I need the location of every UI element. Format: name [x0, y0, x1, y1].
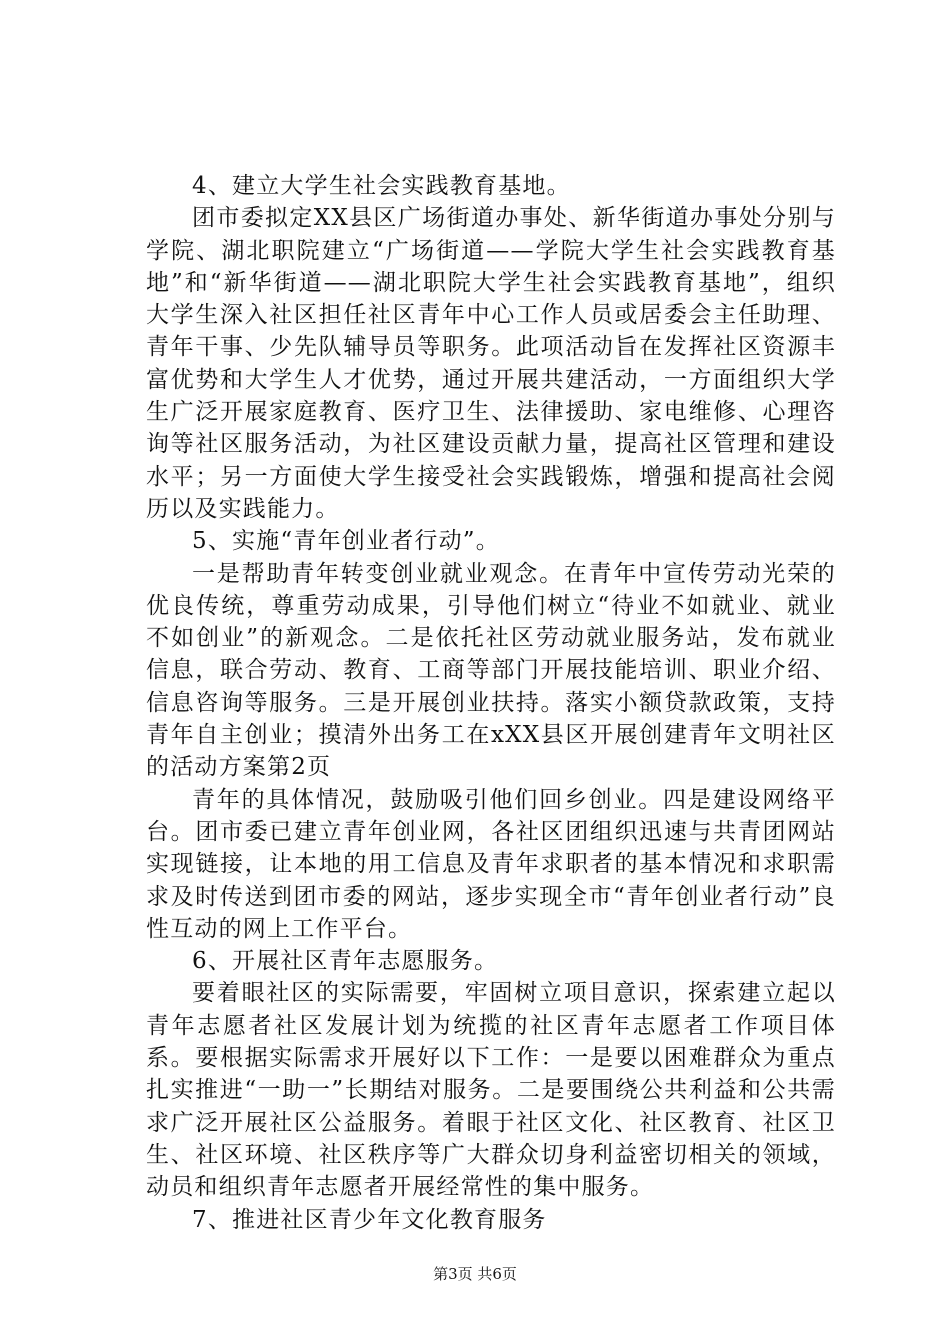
heading-item-7: 7、推进社区青少年文化教育服务	[192, 1206, 547, 1233]
heading-item-4: 4、建立大学生社会实践教育基地。	[192, 173, 571, 199]
page-footer: 第3页 共6页	[433, 1265, 517, 1283]
heading-item-5: 5、实施“青年创业者行动”。	[192, 528, 500, 555]
paragraph-volunteer-service: 要着眼社区的实际需要，牢固树立项目意识，探索建立起以青年志愿者社区发展计划为统揽的社区青年志愿者工作项目体系。要根据实际需求开展好以下工作：一是要以困难群众为重点扎实推进“一助一”长期结对服务。二是要围绕公共利益和公共需求广泛开展社区公益服务。着眼于社区文化、社区教育、社区卫生、社区环境、社区秩序等广大群众切身利益密切相关的领域，动员和组织青年志愿者开展经常性的集中服务。	[146, 980, 836, 1201]
paragraph-entrepreneurship-continued: 青年的具体情况，鼓励吸引他们回乡创业。四是建设网络平台。团市委已建立青年创业网，各社区团组织迅速与共青团网站实现链接，让本地的用工信息及青年求职者的基本情况和求职需求及时传送到团市委的网站，逐步实现全市“青年创业者行动”良性互动的网上工作平台。	[146, 786, 836, 942]
heading-item-6: 6、开展社区青年志愿服务。	[192, 948, 499, 975]
document-body	[146, 170, 836, 1236]
paragraph-entrepreneurship: 一是帮助青年转变创业就业观念。在青年中宣传劳动光荣的优良传统，尊重劳动成果，引导他们树立“待业不如就业、就业不如创业”的新观念。二是依托社区劳动就业服务站，发布就业信息，联合劳动、教育、工商等部门开展技能培训、职业介绍、信息咨询等服务。三是开展创业扶持。落实小额贷款政策，支持青年自主创业；摸清外出务工在xXX县区开展创建青年文明社区的活动方案第2页	[146, 560, 836, 781]
paragraph-practice-base: 团市委拟定XX县区广场街道办事处、新华街道办事处分别与学院、湖北职院建立“广场街道——学院大学生社会实践教育基地”和“新华街道——湖北职院大学生社会实践教育基地”，组织大学生深入社区担任社区青年中心工作人员或居委会主任助理、青年干事、少先队辅导员等职务。此项活动旨在发挥社区资源丰富优势和大学生人才优势，通过开展共建活动，一方面组织大学生广泛开展家庭教育、医疗卫生、法律援助、家电维修、心理咨询等社区服务活动，为社区建设贡献力量，提高社区管理和建设水平；另一方面使大学生接受社会实践锻炼，增强和提高社会阅历以及实践能力。	[146, 205, 836, 522]
